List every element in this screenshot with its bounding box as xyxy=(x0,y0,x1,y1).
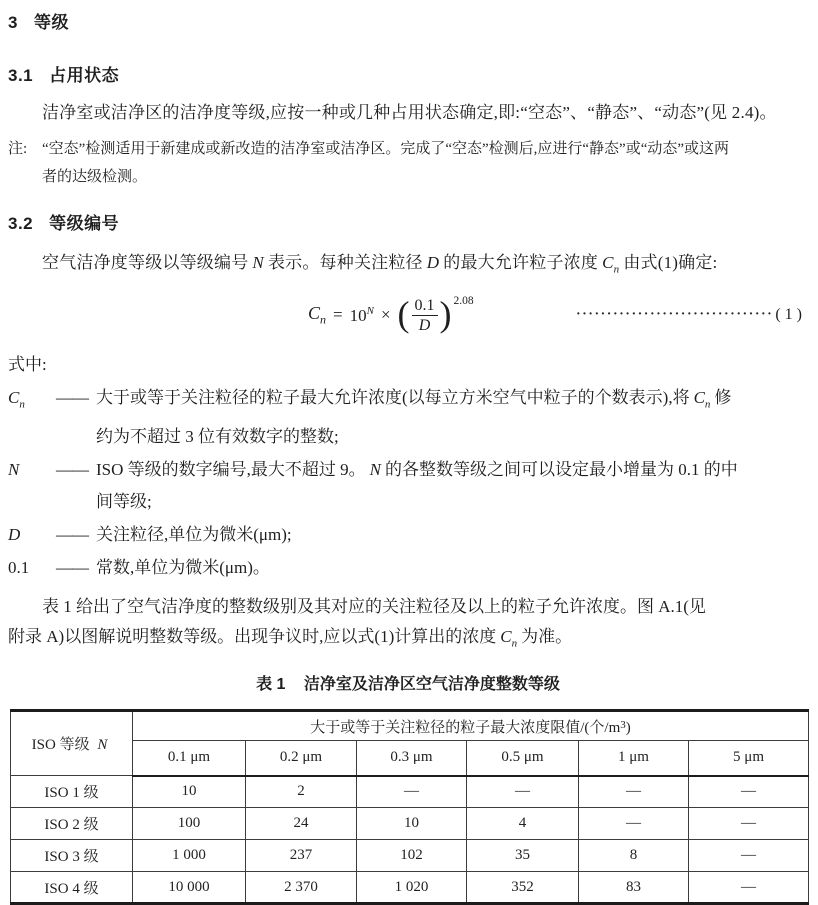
cell: — xyxy=(689,808,809,840)
def-N-inline-var: N xyxy=(369,459,381,479)
def-N-line-2: 间等级; xyxy=(96,491,152,511)
multiply-sign: × xyxy=(380,305,391,325)
def-body-D: 关注粒径,单位为微米(μm); xyxy=(96,524,292,544)
left-paren: ( xyxy=(397,294,410,335)
note-body xyxy=(42,135,808,191)
paragraph-table-intro xyxy=(8,592,808,658)
note-label: 注: xyxy=(8,141,28,157)
equation-1 xyxy=(8,289,808,341)
p33-Cn-letter: C xyxy=(500,626,512,646)
cell: — xyxy=(579,808,689,840)
cell: 237 xyxy=(246,840,357,872)
cell: 4 xyxy=(467,808,579,840)
p33-l2b: 为准。 xyxy=(521,626,573,646)
def-Cn-line-2: 约为不超过 3 位有效数字的整数; xyxy=(96,426,339,446)
def-dash: —— xyxy=(56,388,88,408)
cell: — xyxy=(467,776,579,808)
def-dash: —— xyxy=(56,557,88,577)
equation-dot-leader: ································ xyxy=(575,307,774,323)
fraction-01-over-D xyxy=(410,297,440,334)
section-3-title: 等级 xyxy=(33,13,69,32)
def-body-01: 常数,单位为微米(μm)。 xyxy=(96,557,270,577)
note-block xyxy=(8,135,808,191)
header-group-a: 大于或等于关注粒径的粒子最大浓度限值/(个/m xyxy=(310,719,621,736)
var-Cn-sub: n xyxy=(613,263,620,276)
cell: — xyxy=(689,872,809,904)
row-label-iso3: ISO 3 级 xyxy=(11,840,133,872)
cell: 24 xyxy=(246,808,357,840)
cell: — xyxy=(689,776,809,808)
section-3-number: 3 xyxy=(8,13,18,32)
equals-sign: = xyxy=(333,305,343,325)
var-D: D xyxy=(426,253,440,272)
header-size-1um: 1 μm xyxy=(579,741,689,776)
equation-number: ( 1 ) xyxy=(775,306,802,324)
where-label: 式中: xyxy=(8,355,47,375)
def-term-01: 0.1 xyxy=(8,557,30,577)
row-label-iso4: ISO 4 级 xyxy=(11,872,133,904)
cell: — xyxy=(689,840,809,872)
paragraph-class-number xyxy=(8,253,808,279)
table-row-iso3 xyxy=(11,840,809,872)
cell: 2 xyxy=(246,776,357,808)
cell: 8 xyxy=(579,840,689,872)
eq-Cn-sub: n xyxy=(320,312,327,327)
header-iso-class xyxy=(11,711,133,776)
cell: 10 xyxy=(133,776,246,808)
cleanliness-class-table xyxy=(10,709,809,905)
equation-1-expression xyxy=(308,294,474,335)
section-3-1-heading xyxy=(8,61,808,86)
cell: 2 370 xyxy=(246,872,357,904)
def-dash: —— xyxy=(56,459,88,479)
section-3-2-title: 等级编号 xyxy=(49,214,120,233)
fraction-denominator: D xyxy=(418,316,431,334)
right-paren: ) xyxy=(439,294,452,335)
definition-0-1 xyxy=(8,552,808,584)
def-body-N xyxy=(96,454,808,518)
header-var-N: N xyxy=(97,737,108,754)
eq-Cn xyxy=(308,303,326,328)
cell: 102 xyxy=(357,840,467,872)
cell: 352 xyxy=(467,872,579,904)
table-1-title xyxy=(8,671,808,694)
eq-ten-power-N xyxy=(350,305,374,326)
eq-Cn-letter: C xyxy=(308,303,321,324)
eq-exponent-208: 2.08 xyxy=(453,295,474,308)
def-body-Cn xyxy=(96,382,808,452)
p32-text-c: 的最大允许粒子浓度 xyxy=(443,253,599,272)
cell: 100 xyxy=(133,808,246,840)
header-size-0-5um: 0.5 μm xyxy=(467,741,579,776)
p33-l2a: 附录 A)以图解说明整数等级。出现争议时,应以式(1)计算出的浓度 xyxy=(8,626,497,646)
def-Cn-l1a: 大于或等于关注粒径的粒子最大允许浓度(以每立方米空气中粒子的个数表示),将 xyxy=(96,388,690,408)
cell: 35 xyxy=(467,840,579,872)
cell: 1 000 xyxy=(133,840,246,872)
table-row-iso1 xyxy=(11,776,809,808)
fraction-numerator: 0.1 xyxy=(412,297,438,316)
def-Cn-l1b: 修 xyxy=(714,388,732,408)
table-row-iso2 xyxy=(11,808,809,840)
p33-line-2 xyxy=(8,622,808,658)
header-iso-class-text: ISO 等级 xyxy=(31,737,90,754)
eq-base-10: 10 xyxy=(349,305,367,325)
cell: 10 000 xyxy=(133,872,246,904)
table-row-iso4 xyxy=(11,872,809,904)
p32-text-e: 由式(1)确定: xyxy=(623,253,718,272)
definition-D xyxy=(8,519,808,551)
section-3-1-title: 占用状态 xyxy=(49,66,120,85)
note-line-2: 者的达级检测。 xyxy=(42,169,148,185)
header-size-0-1um: 0.1 μm xyxy=(133,741,246,776)
row-label-iso2: ISO 2 级 xyxy=(11,808,133,840)
header-concentration-limit xyxy=(133,711,809,741)
p33-Cn-sub: n xyxy=(511,637,518,650)
header-size-5um: 5 μm xyxy=(689,741,809,776)
def-N-l1a: ISO 等级的数字编号,最大不超过 9。 xyxy=(96,459,366,479)
var-N: N xyxy=(252,253,264,272)
row-label-iso1: ISO 1 级 xyxy=(11,776,133,808)
note-line-1: “空态”检测适用于新建成或新改造的洁净室或洁净区。完成了“空态”检测后,应进行“静态”或“动态”或这两 xyxy=(42,141,730,157)
def-term-N: N xyxy=(8,459,20,479)
def-Cn-letter: C xyxy=(8,388,20,408)
def-dash: —— xyxy=(56,524,88,544)
cell: 83 xyxy=(579,872,689,904)
cell: 1 020 xyxy=(357,872,467,904)
def-Cn-inline-letter: C xyxy=(693,388,705,408)
def-Cn-line-1 xyxy=(96,382,808,420)
table-1-title-text: 洁净室及洁净区空气洁净度整数等级 xyxy=(303,676,560,694)
def-N-line-1 xyxy=(96,454,808,486)
cell: — xyxy=(579,776,689,808)
paragraph-occupancy: 洁净室或洁净区的洁净度等级,应按一种或几种占用状态确定,即:“空态”、“静态”、“动态”(见 2.4)。 xyxy=(42,103,777,122)
definition-N xyxy=(8,454,808,518)
p33-inline-Cn xyxy=(500,626,518,650)
section-3-1-number: 3.1 xyxy=(8,66,34,85)
header-group-b: ) xyxy=(625,719,631,736)
def-N-l1b: 的各整数等级之间可以设定最小增量为 0.1 的中 xyxy=(385,459,738,479)
p32-text-a: 空气洁净度等级以等级编号 xyxy=(42,253,249,272)
table-1-label: 表 1 xyxy=(256,676,286,694)
definition-Cn xyxy=(8,382,808,452)
var-Cn-letter: C xyxy=(602,253,614,272)
def-term-D: D xyxy=(8,524,21,544)
def-Cn-inline-var xyxy=(693,388,711,411)
cell: 10 xyxy=(357,808,467,840)
section-3-2-number: 3.2 xyxy=(8,214,34,233)
cell: — xyxy=(357,776,467,808)
header-group-sup: 3 xyxy=(620,718,626,731)
p33-line-1: 表 1 给出了空气洁净度的整数级别及其对应的关注粒径及以上的粒子允许浓度。图 A.1(见 xyxy=(42,596,706,616)
eq-exp-N: N xyxy=(366,304,374,317)
var-Cn xyxy=(602,253,620,276)
p32-text-b: 表示。每种关注粒径 xyxy=(267,253,423,272)
def-Cn-sub: n xyxy=(19,398,25,411)
header-size-0-2um: 0.2 μm xyxy=(246,741,357,776)
def-Cn-inline-sub: n xyxy=(704,398,711,411)
def-term-Cn xyxy=(8,382,56,452)
section-3-heading xyxy=(8,8,808,33)
header-size-0-3um: 0.3 μm xyxy=(357,741,467,776)
section-3-2-heading xyxy=(8,209,808,234)
